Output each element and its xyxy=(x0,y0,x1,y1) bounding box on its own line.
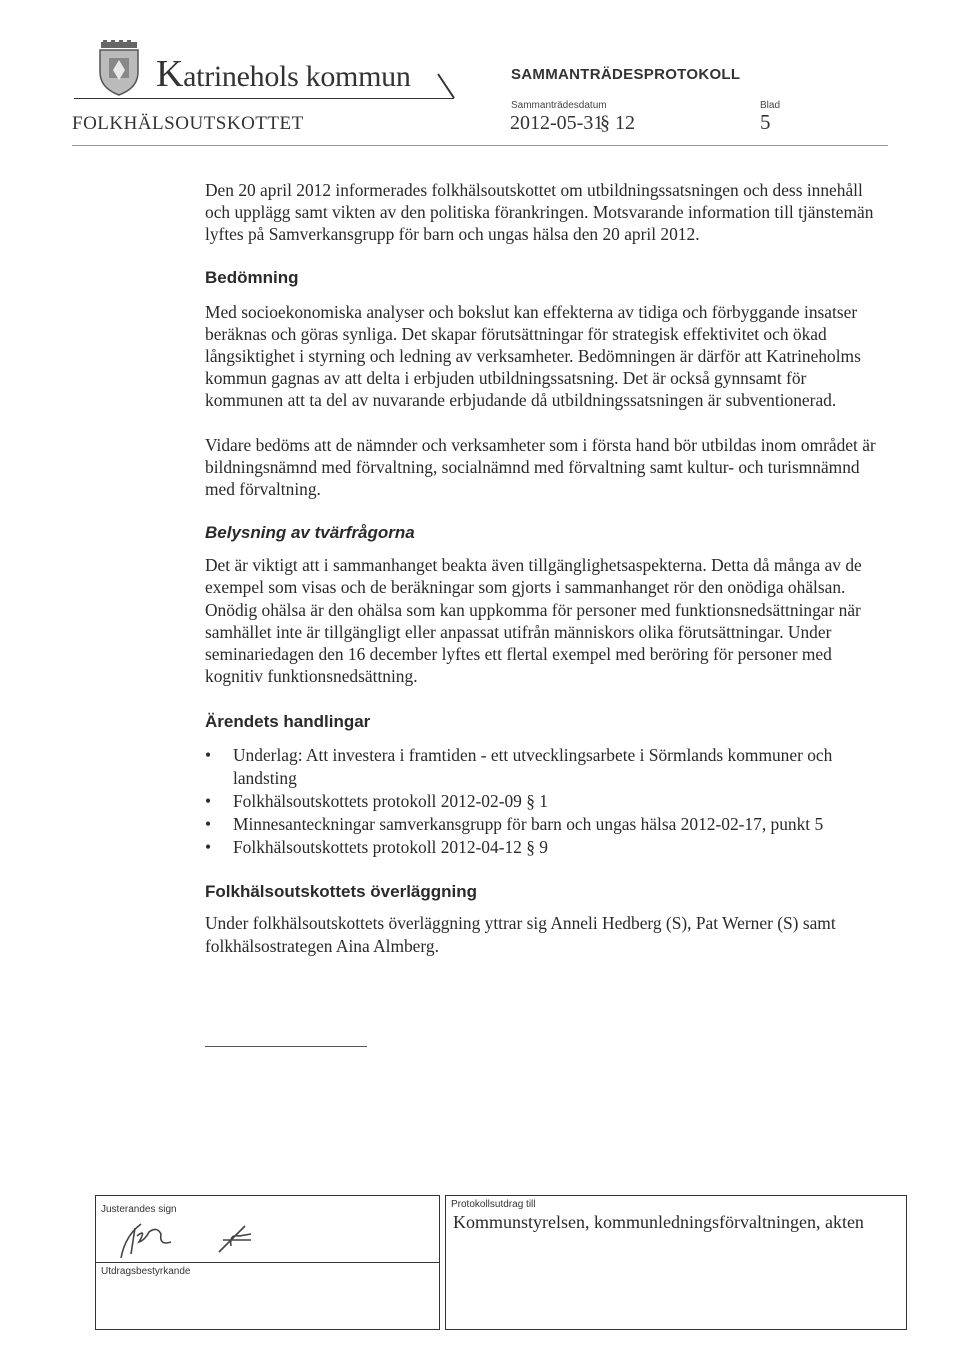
committee-name: FOLKHÄLSOUTSKOTTET xyxy=(72,113,304,134)
header-rule xyxy=(72,145,888,146)
header-rule-left xyxy=(74,98,454,99)
section-heading-deliberation: Folkhälsoutskottets överläggning xyxy=(205,882,478,902)
signature-box-divider xyxy=(96,1262,439,1263)
meeting-date-label: Sammanträdesdatum xyxy=(511,100,607,111)
extract-certification-label: Utdragsbestyrkande xyxy=(101,1266,191,1277)
list-item: • Minnesanteckningar samverkansgrupp för barn och ungas hälsa 2012-02-17, punkt 5 xyxy=(205,814,824,835)
assessment-paragraph-2: Vidare bedöms att de nämnder och verksamheter som i första hand bör utbildas inom området är bildningsnämnd med förvaltning, socialnämnd med förvaltning samt kultur- och turismnämnd med förvaltning. xyxy=(205,434,876,500)
signers-label: Justerandes sign xyxy=(101,1204,177,1215)
distribution-recipients: Kommunstyrelsen, kommunledningsförvaltningen, akten xyxy=(453,1212,864,1232)
header-slash-mark xyxy=(436,72,456,100)
assessment-paragraph-1: Med socioekonomiska analyser och bokslut kan effekterna av tidiga och förbyggande insatser beräknas och göras synliga. Det skapar förutsättningar för strategisk effektivitet och ökad långsiktighet i styrning och ledning av verksamheter. Bedömningen är därför att Katrineholms kommun gagnas av att delta i erbjuden utbildningssatsning. Det är också gynnsamt för kommunen att ta del av nuvarande erbjudande då utbildningssatsningen är subventionerad. xyxy=(205,301,861,411)
page-label: Blad xyxy=(760,100,781,111)
section-heading-documents: Ärendets handlingar xyxy=(205,712,371,732)
section-heading-cross-issues: Belysning av tvärfrågorna xyxy=(205,523,415,543)
paragraph-number: § 12 xyxy=(600,112,635,134)
cross-issues-paragraph: Det är viktigt att i sammanhanget beakta även tillgänglighetsaspekterna. Detta då många av de exempel som visas och de beräkningar som gjorts i sammanhanget rör den onödiga ohälsan. Onödig ohälsa är den ohälsa som kan uppkomma för personer med funktionsnedsättningar när samhället inte är tillgängligt eller anpassat utifrån människors olika förutsättningar. Under seminariedagen den 16 december lyftes ett flertal exempel med beröring för personer med kognitiv funktionsnedsättning. xyxy=(205,555,862,687)
coat-of-arms-icon xyxy=(97,40,141,96)
list-item: • Folkhälsoutskottets protokoll 2012-04-12 § 9 xyxy=(205,837,548,858)
page-number: 5 xyxy=(760,110,771,134)
intro-paragraph: Den 20 april 2012 informerades folkhälsoutskottet om utbildningssatsningen och dess innehåll och upplägg samt vikten av den politiska förankringen. Motsvarande information till tjänstemän lyftes på Samverkansgrupp för barn och ungas hälsa den 20 april 2012. xyxy=(205,180,874,245)
document-type: SAMMANTRÄDESPROTOKOLL xyxy=(511,66,741,83)
document-body xyxy=(205,179,885,957)
list-item: • Folkhälsoutskottets protokoll 2012-02-09 § 1 xyxy=(205,790,548,811)
handwritten-initials-icon xyxy=(101,1206,281,1262)
meeting-date: 2012-05-31 xyxy=(510,112,604,134)
deliberation-paragraph: Under folkhälsoutskottets överläggning yttrar sig Anneli Hedberg (S), Pat Werner (S) samt folkhälsostrategen Aina Almberg. xyxy=(205,913,836,956)
section-end-rule xyxy=(205,1046,367,1047)
section-heading-assessment: Bedömning xyxy=(205,267,299,287)
list-item: • Underlag: Att investera i framtiden - ett utvecklingsarbete i Sörmlands kommuner och landsting xyxy=(205,745,833,788)
organization-name: Katrinehols kommun xyxy=(156,53,411,95)
signature-box xyxy=(95,1195,440,1330)
distribution-label: Protokollsutdrag till xyxy=(451,1199,536,1210)
documents-list xyxy=(205,744,885,858)
distribution-box xyxy=(445,1195,907,1330)
